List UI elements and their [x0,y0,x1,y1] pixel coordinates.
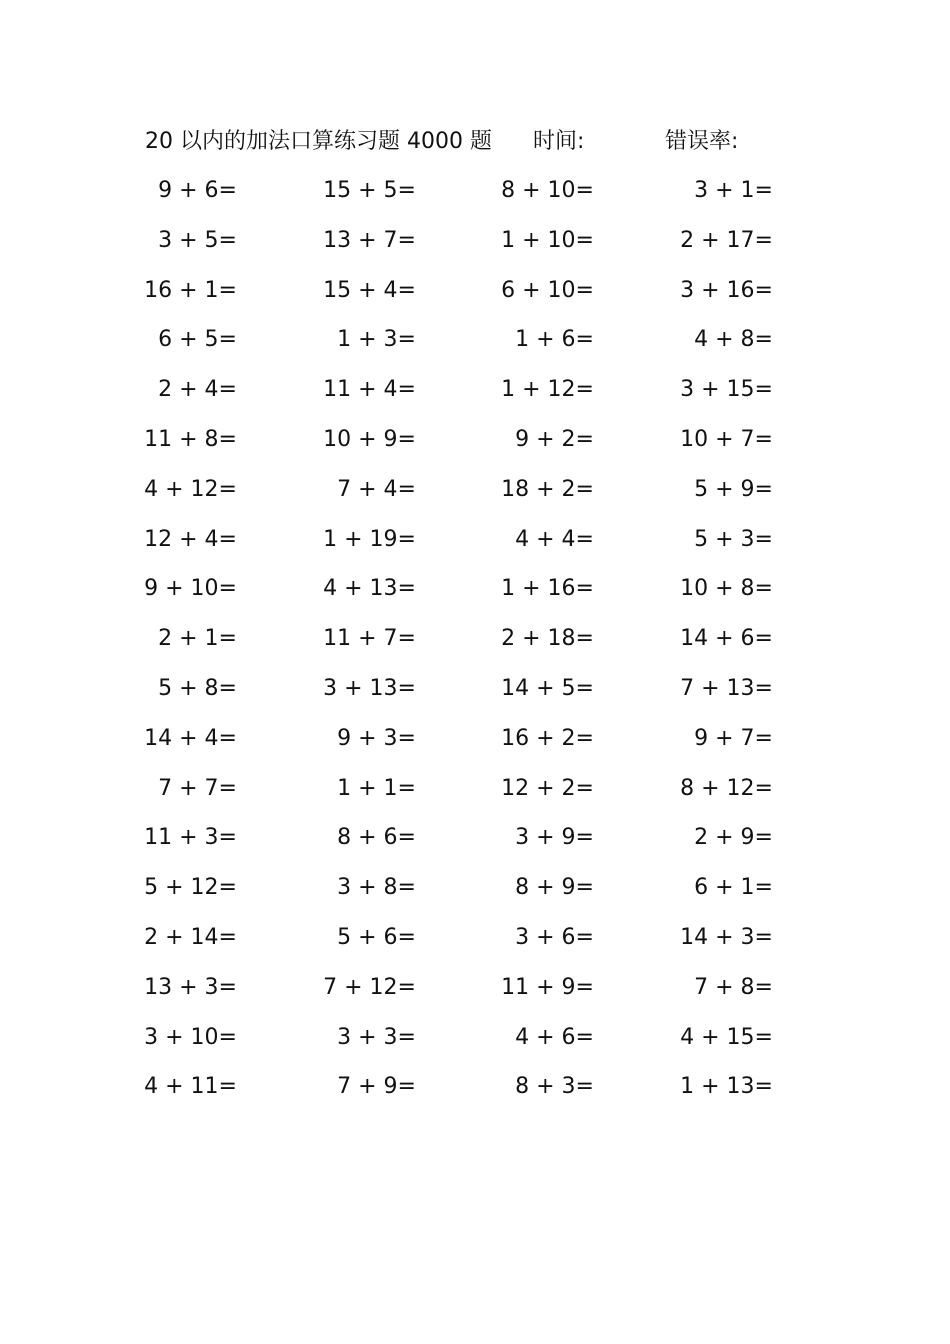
addition-problem: 13 + 3= [144,974,237,1000]
problem-row [0,718,950,768]
problem-row [0,768,950,818]
addition-problem: 8 + 9= [515,875,594,901]
problem-row [0,917,950,967]
addition-problem: 12 + 2= [501,775,594,801]
addition-problem: 14 + 5= [501,675,594,701]
addition-problem: 4 + 11= [144,1074,237,1100]
addition-problem: 4 + 4= [515,526,594,552]
addition-problem: 11 + 4= [323,377,416,403]
addition-problem: 5 + 8= [158,675,237,701]
addition-problem: 7 + 8= [694,974,773,1000]
problem-row [0,817,950,867]
addition-problem: 2 + 14= [144,924,237,950]
problem-row [0,220,950,270]
addition-problem: 3 + 10= [144,1024,237,1050]
addition-problem: 1 + 16= [501,576,594,602]
addition-problem: 8 + 12= [680,775,773,801]
addition-problem: 2 + 1= [158,626,237,652]
addition-problem: 7 + 12= [323,974,416,1000]
addition-problem: 5 + 6= [337,924,416,950]
addition-problem: 14 + 6= [680,626,773,652]
addition-problem: 3 + 1= [694,178,773,203]
addition-problem: 3 + 16= [680,277,773,303]
time-label: 时间: [533,129,585,154]
addition-problem: 1 + 19= [323,526,416,552]
addition-problem: 1 + 10= [501,227,594,253]
addition-problem: 6 + 10= [501,277,594,303]
problem-row [0,1017,950,1067]
addition-problem: 9 + 10= [144,576,237,602]
addition-problem: 9 + 7= [694,725,773,751]
error-rate-label: 错误率: [665,129,739,154]
addition-problem: 3 + 15= [680,377,773,403]
addition-problem: 4 + 8= [694,327,773,353]
problem-row [0,319,950,369]
addition-problem: 8 + 6= [337,825,416,851]
addition-problem: 6 + 5= [158,327,237,353]
addition-problem: 4 + 13= [323,576,416,602]
addition-problem: 16 + 2= [501,725,594,751]
addition-problem: 4 + 12= [144,476,237,502]
problem-row [0,618,950,668]
addition-problem: 7 + 4= [337,476,416,502]
addition-problem: 3 + 3= [337,1024,416,1050]
addition-problem: 6 + 1= [694,875,773,901]
addition-problem: 3 + 5= [158,227,237,253]
addition-problem: 7 + 13= [680,675,773,701]
addition-problem: 18 + 2= [501,476,594,502]
addition-problem: 1 + 12= [501,377,594,403]
addition-problem: 14 + 3= [680,924,773,950]
addition-problem: 5 + 9= [694,476,773,502]
addition-problem: 3 + 13= [323,675,416,701]
addition-problem: 1 + 13= [680,1074,773,1100]
addition-problem: 7 + 7= [158,775,237,801]
problem-row [0,270,950,320]
addition-problem: 10 + 7= [680,426,773,452]
addition-problem: 10 + 9= [323,426,416,452]
addition-problem: 8 + 3= [515,1074,594,1100]
addition-problem: 1 + 3= [337,327,416,353]
problem-row [0,668,950,718]
addition-problem: 3 + 8= [337,875,416,901]
addition-problem: 11 + 8= [144,426,237,452]
addition-problem: 10 + 8= [680,576,773,602]
addition-problem: 16 + 1= [144,277,237,303]
problem-row [0,369,950,419]
addition-problem: 1 + 6= [515,327,594,353]
addition-problem: 11 + 9= [501,974,594,1000]
addition-problem: 15 + 5= [323,178,416,203]
addition-problem: 9 + 2= [515,426,594,452]
addition-problem: 9 + 6= [158,178,237,203]
addition-problem: 5 + 3= [694,526,773,552]
addition-problem: 2 + 9= [694,825,773,851]
addition-problem: 7 + 9= [337,1074,416,1100]
problem-row [0,1066,950,1116]
addition-problem: 11 + 7= [323,626,416,652]
addition-problem: 4 + 15= [680,1024,773,1050]
worksheet-header [145,124,805,160]
addition-problem: 14 + 4= [144,725,237,751]
addition-problem: 3 + 9= [515,825,594,851]
addition-problem: 9 + 3= [337,725,416,751]
addition-problem: 2 + 18= [501,626,594,652]
addition-problem: 2 + 4= [158,377,237,403]
problem-row [0,469,950,519]
problem-row [0,867,950,917]
problem-row [0,170,950,220]
problem-row [0,568,950,618]
addition-problem: 5 + 12= [144,875,237,901]
addition-problem: 1 + 1= [337,775,416,801]
addition-problem: 13 + 7= [323,227,416,253]
addition-problem: 15 + 4= [323,277,416,303]
problem-row [0,419,950,469]
addition-problem: 12 + 4= [144,526,237,552]
addition-problem: 3 + 6= [515,924,594,950]
addition-problem: 11 + 3= [144,825,237,851]
problem-grid [0,170,950,1116]
addition-problem: 4 + 6= [515,1024,594,1050]
addition-problem: 8 + 10= [501,178,594,203]
problem-row [0,967,950,1017]
worksheet-title: 20 以内的加法口算练习题 4000 题 [145,129,492,154]
problem-row [0,519,950,569]
addition-problem: 2 + 17= [680,227,773,253]
